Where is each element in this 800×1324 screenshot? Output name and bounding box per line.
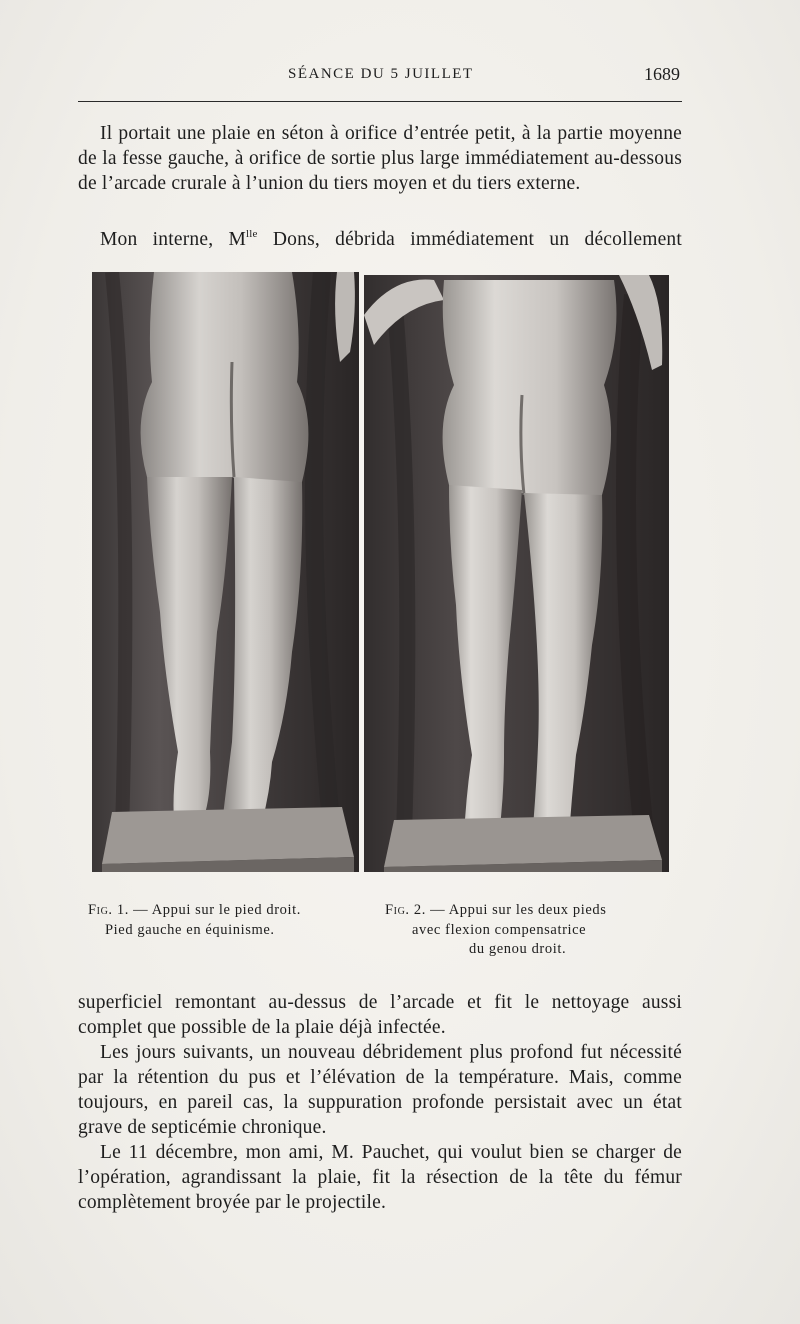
figure-1-photograph [92, 272, 359, 872]
caption-line: Pied gauche en équinisme. [105, 921, 275, 938]
figure-label: Fig. 2. [385, 902, 426, 918]
running-title: SÉANCE DU 5 JUILLET [288, 66, 474, 82]
paragraph-continuation: superficiel remontant au-dessus de l’arcade et fit le nettoyage aussi complet que possible de la plaie déjà infectée. [78, 992, 682, 1038]
page-number: 1689 [644, 64, 680, 84]
caption-text: — Appui sur les deux pieds [425, 902, 607, 918]
caption-text: — Appui sur le pied droit. [128, 902, 302, 918]
caption-line [88, 901, 373, 921]
header-rule [78, 101, 682, 102]
paragraph-text-part: Mon interne, M [100, 229, 247, 250]
caption-line [385, 901, 685, 921]
figure-2-caption [385, 901, 685, 960]
figure-2-photograph [364, 275, 669, 872]
caption-line: avec flexion compensatrice [412, 921, 587, 938]
superscript-lle: lle [246, 228, 258, 240]
paragraph-wound-description: Il portait une plaie en séton à orifice d’entrée petit, à la partie moyenne de la fesse gauche, à orifice de sortie plus large immédiatement au-dessous de l’arcade crurale à l’union du tiers moyen et du tiers externe. [78, 123, 682, 194]
figure-1-caption [88, 901, 373, 940]
paragraph-following-days: Les jours suivants, un nouveau débridement plus profond fut nécessité par la rétention du pus et l’élévation de la température. Mais, comme toujours, en pareil cas, la suppuration profonde persistait avec un état grave de septicémie chronique. [78, 1042, 682, 1138]
paragraph-resection: Le 11 décembre, mon ami, M. Pauchet, qui voulut bien se charger de l’opération, agrandissant la plaie, fit la résection de la tête du fémur complètement broyée par le projectile. [78, 1142, 682, 1213]
paragraph-text-part: Dons, débrida immédiatement un décollement [257, 229, 682, 250]
page-header [78, 64, 682, 88]
caption-line: du genou droit. [469, 941, 567, 957]
figure-label: Fig. 1. [88, 902, 129, 918]
paragraph-intern-debridement [78, 222, 682, 252]
bottom-text-block [78, 990, 682, 1215]
